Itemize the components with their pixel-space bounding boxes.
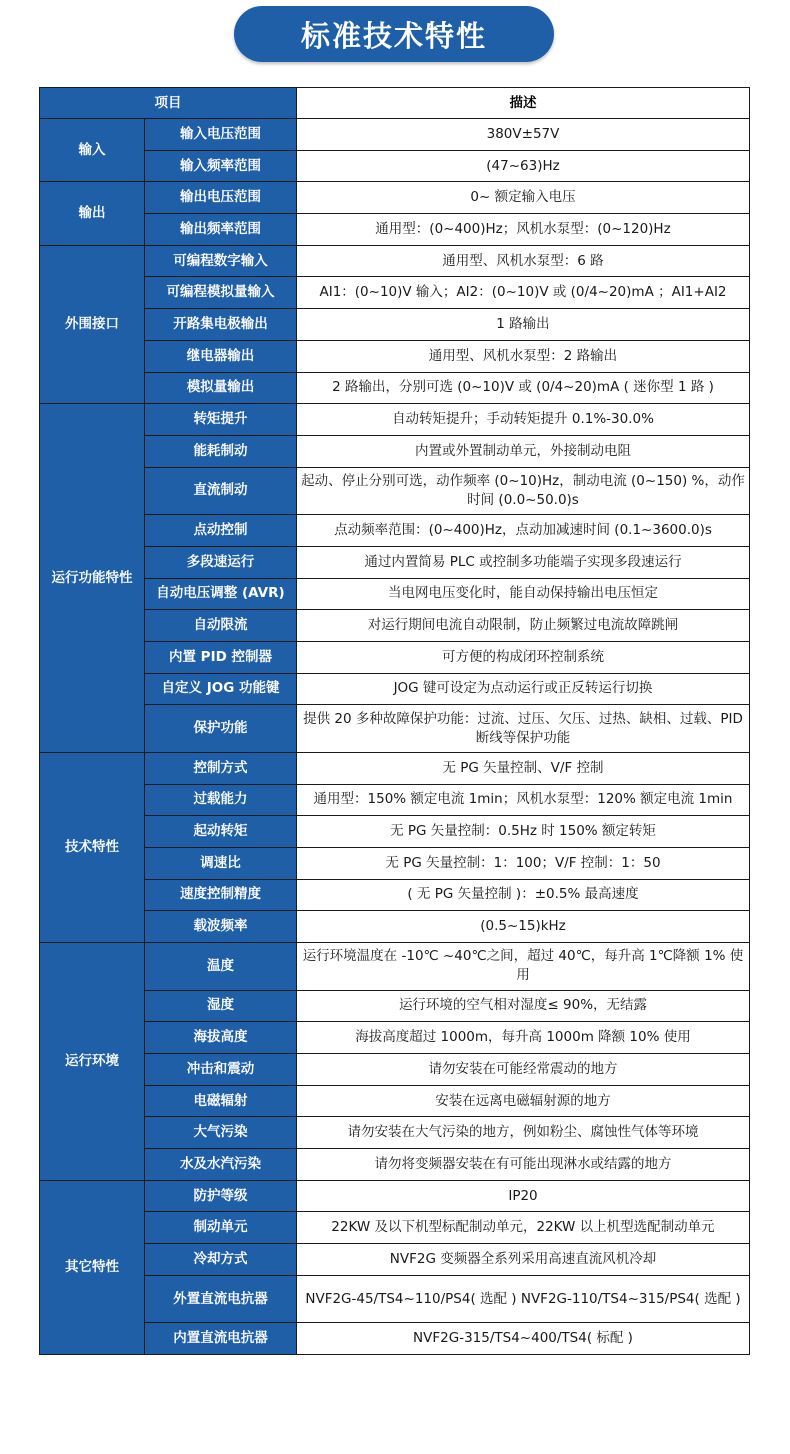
desc-cell: 安装在远离电磁辐射源的地方: [297, 1085, 750, 1117]
table-row: [40, 435, 750, 467]
item-cell: 水及水汽污染: [145, 1149, 297, 1181]
table-row: [40, 610, 750, 642]
item-cell: 过载能力: [145, 784, 297, 816]
item-cell: 开路集电极输出: [145, 309, 297, 341]
desc-cell: 通用型：(0~400)Hz；风机水泵型：(0~120)Hz: [297, 214, 750, 246]
item-cell: 载波频率: [145, 911, 297, 943]
desc-cell: 22KW 及以下机型标配制动单元，22KW 以上机型选配制动单元: [297, 1212, 750, 1244]
desc-cell: JOG 键可设定为点动运行或正反转运行切换: [297, 673, 750, 705]
item-cell: 输入电压范围: [145, 119, 297, 151]
item-cell: 自动电压调整 (AVR): [145, 578, 297, 610]
desc-cell: 自动转矩提升；手动转矩提升 0.1%-30.0%: [297, 404, 750, 436]
desc-cell: 通用型、风机水泵型：2 路输出: [297, 340, 750, 372]
desc-cell: 对运行期间电流自动限制，防止频繁过电流故障跳闸: [297, 610, 750, 642]
desc-cell: AI1：(0~10)V 输入；AI2：(0~10)V 或 (0/4~20)mA ；AI1+AI2: [297, 277, 750, 309]
page-title: 标准技术特性: [234, 6, 554, 62]
desc-cell: 1 路输出: [297, 309, 750, 341]
desc-cell: 无 PG 矢量控制、V/F 控制: [297, 752, 750, 784]
category-cell: 输入: [40, 119, 145, 182]
spec-table: [39, 87, 750, 1355]
item-cell: 电磁辐射: [145, 1085, 297, 1117]
desc-cell: 起动、停止分别可选，动作频率 (0~10)Hz，制动电流 (0~150) %，动作时间 (0.0~50.0)s: [297, 467, 750, 515]
table-row: [40, 705, 750, 753]
item-cell: 自动限流: [145, 610, 297, 642]
table-row: [40, 1117, 750, 1149]
table-row: [40, 309, 750, 341]
desc-cell: 请勿将变频器安装在有可能出现淋水或结露的地方: [297, 1149, 750, 1181]
item-cell: 外置直流电抗器: [145, 1275, 297, 1323]
item-cell: 冲击和震动: [145, 1053, 297, 1085]
item-cell: 海拔高度: [145, 1022, 297, 1054]
item-cell: 控制方式: [145, 752, 297, 784]
category-cell: 运行环境: [40, 943, 145, 1181]
table-row: [40, 1085, 750, 1117]
table-row: [40, 277, 750, 309]
item-cell: 自定义 JOG 功能键: [145, 673, 297, 705]
header-desc: 描述: [297, 88, 750, 119]
item-cell: 继电器输出: [145, 340, 297, 372]
header-item: 项目: [40, 88, 297, 119]
desc-cell: 380V±57V: [297, 119, 750, 151]
desc-cell: 运行环境温度在 -10℃ ~40℃之间，超过 40℃，每升高 1℃降额 1% 使用: [297, 943, 750, 991]
table-row: [40, 990, 750, 1022]
table-row: [40, 943, 750, 991]
item-cell: 温度: [145, 943, 297, 991]
table-row: [40, 119, 750, 151]
table-row: [40, 641, 750, 673]
desc-cell: 提供 20 多种故障保护功能：过流、过压、欠压、过热、缺相、过载、PID 断线等保护功能: [297, 705, 750, 753]
desc-cell: NVF2G 变频器全系列采用高速直流风机冷却: [297, 1244, 750, 1276]
desc-cell: 2 路输出，分别可选 (0~10)V 或 (0/4~20)mA ( 迷你型 1 路 ): [297, 372, 750, 404]
desc-cell: (0.5~15)kHz: [297, 911, 750, 943]
item-cell: 多段速运行: [145, 546, 297, 578]
table-row: [40, 911, 750, 943]
table-row: [40, 467, 750, 515]
item-cell: 调速比: [145, 847, 297, 879]
item-cell: 输出频率范围: [145, 214, 297, 246]
table-row: [40, 578, 750, 610]
item-cell: 输入频率范围: [145, 150, 297, 182]
item-cell: 可编程数字输入: [145, 245, 297, 277]
item-cell: 内置直流电抗器: [145, 1323, 297, 1355]
desc-cell: 可方便的构成闭环控制系统: [297, 641, 750, 673]
item-cell: 点动控制: [145, 515, 297, 547]
category-cell: 输出: [40, 182, 145, 245]
table-row: [40, 340, 750, 372]
item-cell: 模拟量输出: [145, 372, 297, 404]
desc-cell: 通用型、风机水泵型：6 路: [297, 245, 750, 277]
item-cell: 直流制动: [145, 467, 297, 515]
item-cell: 冷却方式: [145, 1244, 297, 1276]
table-row: [40, 214, 750, 246]
item-cell: 内置 PID 控制器: [145, 641, 297, 673]
desc-cell: 海拔高度超过 1000m，每升高 1000m 降额 10% 使用: [297, 1022, 750, 1054]
desc-cell: 无 PG 矢量控制：0.5Hz 时 150% 额定转矩: [297, 816, 750, 848]
item-cell: 速度控制精度: [145, 879, 297, 911]
table-row: [40, 816, 750, 848]
table-row: [40, 546, 750, 578]
table-row: [40, 1180, 750, 1212]
desc-cell: 当电网电压变化时，能自动保持输出电压恒定: [297, 578, 750, 610]
desc-cell: ( 无 PG 矢量控制 )：±0.5% 最高速度: [297, 879, 750, 911]
table-row: [40, 372, 750, 404]
desc-cell: 0~ 额定输入电压: [297, 182, 750, 214]
desc-cell: 无 PG 矢量控制：1：100；V/F 控制：1：50: [297, 847, 750, 879]
desc-cell: 内置或外置制动单元，外接制动电阻: [297, 435, 750, 467]
category-cell: 技术特性: [40, 752, 145, 942]
item-cell: 大气污染: [145, 1117, 297, 1149]
item-cell: 起动转矩: [145, 816, 297, 848]
table-row: [40, 1212, 750, 1244]
category-cell: 其它特性: [40, 1180, 145, 1354]
desc-cell: 通用型：150% 额定电流 1min；风机水泵型：120% 额定电流 1min: [297, 784, 750, 816]
table-row: [40, 1022, 750, 1054]
desc-cell: NVF2G-45/TS4~110/PS4( 选配 ) NVF2G-110/TS4~315/PS4( 选配 ): [297, 1275, 750, 1323]
desc-cell: IP20: [297, 1180, 750, 1212]
table-row: [40, 1323, 750, 1355]
desc-cell: 点动频率范围：(0~400)Hz，点动加减速时间 (0.1~3600.0)s: [297, 515, 750, 547]
item-cell: 保护功能: [145, 705, 297, 753]
table-row: [40, 752, 750, 784]
table-row: [40, 1244, 750, 1276]
category-cell: 外围接口: [40, 245, 145, 403]
item-cell: 湿度: [145, 990, 297, 1022]
table-row: [40, 1149, 750, 1181]
desc-cell: NVF2G-315/TS4~400/TS4( 标配 ): [297, 1323, 750, 1355]
table-row: [40, 784, 750, 816]
table-row: [40, 515, 750, 547]
table-row: [40, 1053, 750, 1085]
item-cell: 制动单元: [145, 1212, 297, 1244]
desc-cell: (47~63)Hz: [297, 150, 750, 182]
item-cell: 可编程模拟量输入: [145, 277, 297, 309]
item-cell: 转矩提升: [145, 404, 297, 436]
item-cell: 防护等级: [145, 1180, 297, 1212]
table-row: [40, 182, 750, 214]
table-row: [40, 1275, 750, 1323]
table-row: [40, 879, 750, 911]
table-row: [40, 847, 750, 879]
table-header-row: [40, 88, 750, 119]
desc-cell: 请勿安装在大气污染的地方，例如粉尘、腐蚀性气体等环境: [297, 1117, 750, 1149]
desc-cell: 通过内置简易 PLC 或控制多功能端子实现多段速运行: [297, 546, 750, 578]
table-row: [40, 150, 750, 182]
table-row: [40, 245, 750, 277]
item-cell: 输出电压范围: [145, 182, 297, 214]
table-row: [40, 404, 750, 436]
item-cell: 能耗制动: [145, 435, 297, 467]
desc-cell: 请勿安装在可能经常震动的地方: [297, 1053, 750, 1085]
desc-cell: 运行环境的空气相对湿度≤ 90%，无结露: [297, 990, 750, 1022]
category-cell: 运行功能特性: [40, 404, 145, 753]
table-row: [40, 673, 750, 705]
